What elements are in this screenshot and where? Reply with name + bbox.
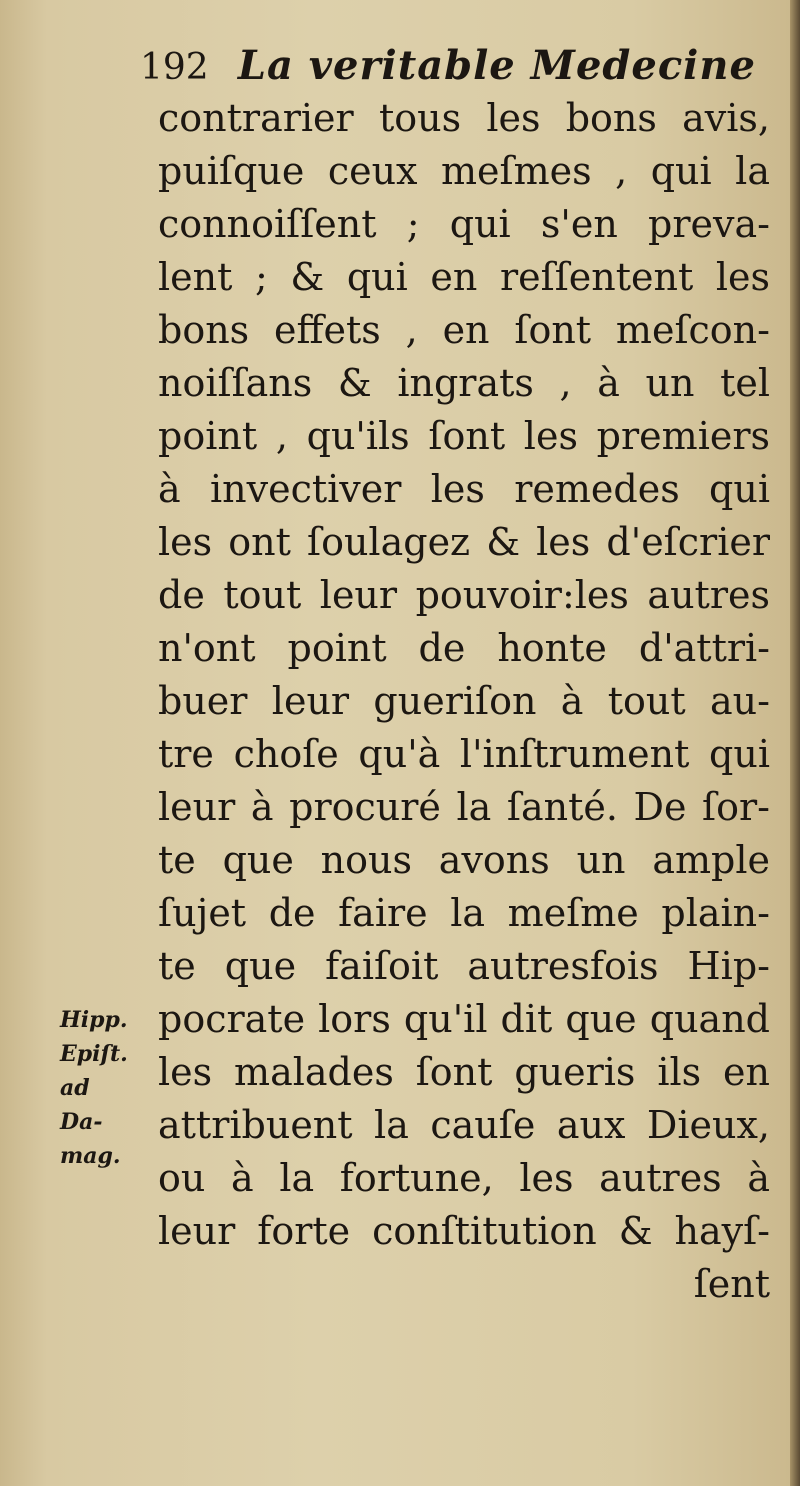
margin-note-line: Epiſt.: [60, 1041, 128, 1067]
body-text: [158, 92, 770, 1311]
text-line: de tout leur pouvoir:les autres: [158, 573, 770, 617]
text-line: les ont ſoulagez & les d'eſcrier: [158, 520, 770, 564]
text-line-catchword: ſent: [693, 1262, 770, 1306]
text-line: leur forte conſtitution & hayſ-: [158, 1209, 770, 1253]
running-title: La veritable Medecine: [237, 42, 756, 89]
page-header: [140, 42, 756, 92]
margin-note-line: mag.: [60, 1143, 121, 1169]
text-line: tre choſe qu'à l'inſtrument qui: [158, 732, 770, 776]
text-line: n'ont point de honte d'attri-: [158, 626, 770, 670]
page-gutter: [790, 0, 800, 1486]
text-line: contrarier tous les bons avis,: [158, 96, 770, 140]
text-line: attribuent la cauſe aux Dieux,: [158, 1103, 770, 1147]
text-line: puiſque ceux meſmes , qui la: [158, 149, 770, 193]
text-line: à invectiver les remedes qui: [158, 467, 770, 511]
text-line: pocrate lors qu'il dit que quand: [158, 997, 770, 1041]
text-line: leur à procuré la ſanté. De ſor-: [158, 785, 770, 829]
text-line: connoiſſent ; qui s'en preva-: [158, 202, 770, 246]
text-line: bons effets , en ſont meſcon-: [158, 308, 770, 352]
margin-note-line: Da-: [60, 1109, 103, 1135]
text-line: buer leur gueriſon à tout au-: [158, 679, 770, 723]
text-line: te que nous avons un ample: [158, 838, 770, 882]
text-line: noiſſans & ingrats , à un tel: [158, 361, 770, 405]
margin-note-line: Hipp.: [60, 1007, 128, 1033]
margin-note-line: ad: [60, 1075, 90, 1101]
text-line: ſujet de faire la meſme plain-: [158, 891, 770, 935]
page-number: 192: [140, 47, 209, 88]
text-line: ou à la fortune, les autres à: [158, 1156, 770, 1200]
text-line: point , qu'ils ſont les premiers: [158, 414, 770, 458]
text-line: les malades ſont gueris ils en: [158, 1050, 770, 1094]
text-line: te que faiſoit autresfois Hip-: [158, 944, 770, 988]
marginal-note: [60, 1003, 152, 1173]
text-line: lent ; & qui en reſſentent les: [158, 255, 770, 299]
